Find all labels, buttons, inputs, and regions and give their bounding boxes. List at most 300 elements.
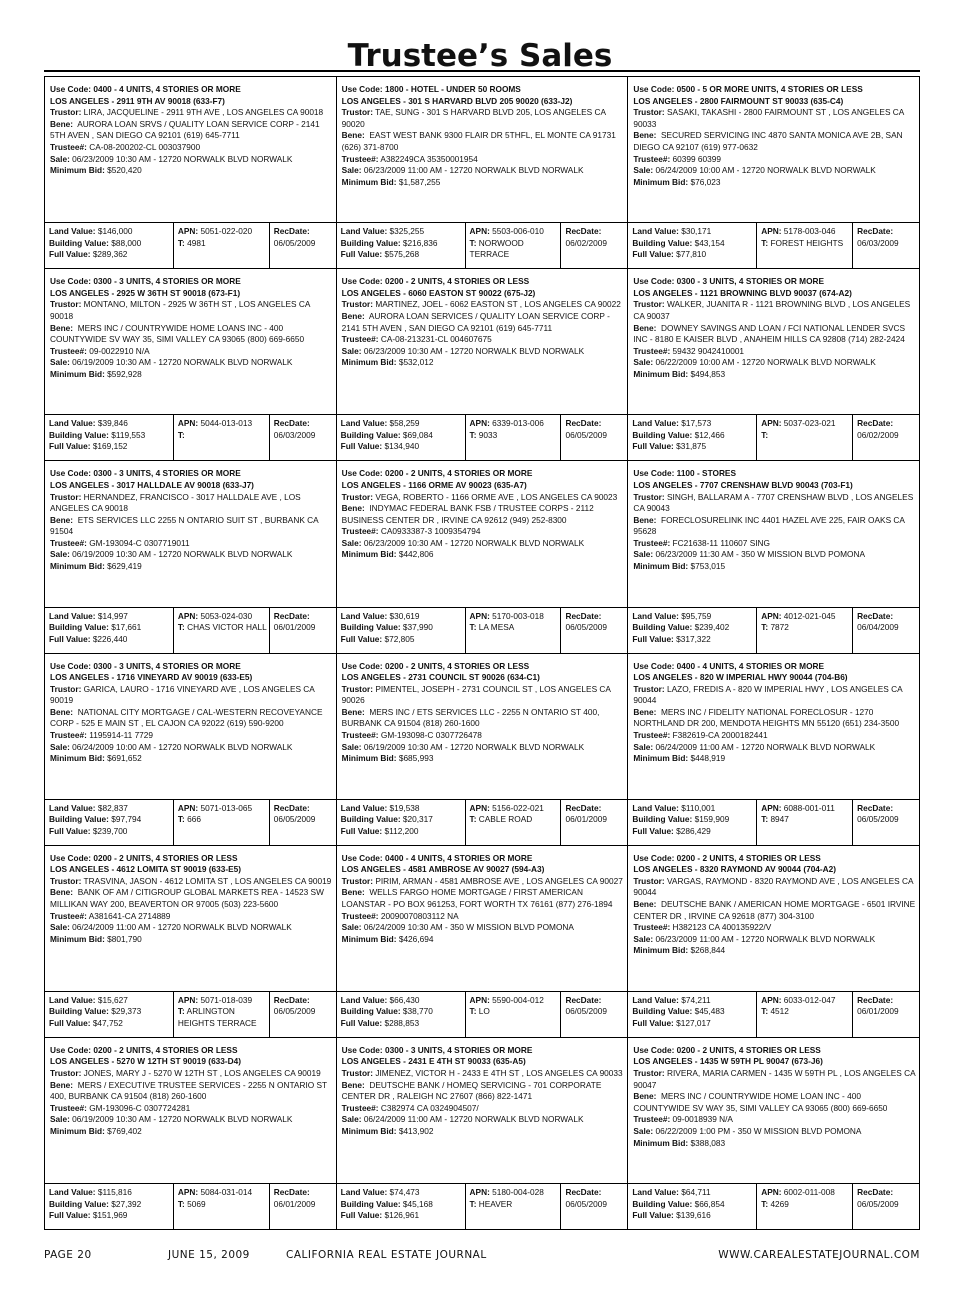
tract [761, 814, 850, 826]
min-bid-label: Minimum Bid: [341, 176, 397, 187]
land-value [632, 226, 754, 238]
listing-values [337, 991, 628, 1037]
trustor-value: VEGA, ROBERTO - 1166 ORME AVE , LOS ANGELES CA 90023 [375, 491, 618, 502]
min-bid-value: $753,015 [690, 561, 726, 572]
land-amount: $30,171 [681, 226, 712, 237]
listing-sale [633, 742, 916, 754]
trustor-value: LIRA, JACQUELINE - 2911 9TH AVE , LOS ANGELES CA 90018 [83, 107, 324, 118]
listing-card [45, 269, 337, 461]
listing-use-code: Use Code: 0300 - 3 UNITS, 4 STORIES OR MORE [50, 660, 241, 671]
apn [761, 226, 850, 238]
min-bid-value: $629,419 [107, 561, 142, 572]
tract [178, 1006, 267, 1029]
tract-value: HEAVER [478, 1198, 513, 1209]
full-label: Full Value: [340, 825, 383, 836]
recdate-column [852, 415, 919, 460]
trustee-value: C382974 CA 0324904507/ [380, 1102, 479, 1113]
min-bid-value: $801,790 [107, 933, 142, 944]
trustee-value: 09-0018939 N/A [672, 1114, 733, 1125]
trustee-label: Trustee#: [50, 345, 87, 356]
land-label: Land Value: [632, 418, 679, 429]
sale-label: Sale: [341, 922, 362, 933]
tract-value: 666 [187, 814, 201, 825]
land-value [632, 803, 754, 815]
building-amount: $27,392 [111, 1198, 142, 1209]
land-label: Land Value: [632, 994, 679, 1005]
land-amount: $17,573 [681, 418, 712, 429]
listing-minimum-bid [50, 561, 333, 573]
listing-minimum-bid [633, 369, 916, 381]
recdate-value: 06/05/2009 [273, 814, 316, 825]
listing-trustee-number [633, 154, 916, 166]
building-label: Building Value: [49, 814, 109, 825]
tract [470, 814, 559, 826]
listing-card [45, 846, 337, 1038]
listing-address: LOS ANGELES - 2925 W 36TH ST 90018 (673-F1) [50, 287, 241, 298]
building-label: Building Value: [632, 1006, 693, 1017]
listing-trustee-number [342, 730, 625, 742]
apn [761, 1187, 850, 1199]
tract [761, 1006, 850, 1018]
building-label: Building Value: [632, 429, 693, 440]
tract-label: T: [177, 429, 185, 440]
listing-details [337, 1038, 628, 1183]
full-value [49, 1018, 171, 1030]
listing-minimum-bid [50, 369, 333, 381]
apn-label: APN: [177, 226, 199, 237]
listing-beneficiary [50, 887, 333, 910]
trustor-label: Trustor: [341, 491, 374, 502]
listing-details [628, 461, 919, 606]
sale-label: Sale: [50, 153, 70, 164]
trustee-label: Trustee#: [50, 537, 87, 548]
listing-minimum-bid [633, 561, 916, 573]
listing-card [337, 269, 629, 461]
full-amount: $112,200 [384, 825, 419, 836]
tract-value: 9033 [478, 429, 498, 440]
trustor-label: Trustor: [633, 299, 665, 310]
full-amount: $317,322 [676, 633, 711, 644]
trustee-label: Trustee#: [50, 910, 87, 921]
tract [470, 622, 559, 634]
trustor-label: Trustor: [633, 107, 665, 118]
listing-trustor [633, 684, 916, 707]
apn-column [756, 608, 852, 653]
recdate-label: RecDate: [857, 418, 894, 429]
trustor-label: Trustor: [633, 875, 665, 886]
value-column [337, 223, 465, 268]
tract [178, 238, 267, 250]
listing-use-code: Use Code: 0200 - 2 UNITS, 4 STORIES OR LESS [633, 1044, 821, 1055]
land-value [341, 1187, 463, 1199]
footer-date: JUNE 15, 2009 [168, 1249, 250, 1261]
trustee-label: Trustee#: [633, 345, 671, 356]
value-column [337, 1184, 465, 1229]
min-bid-label: Minimum Bid: [50, 368, 105, 379]
value-column [628, 608, 756, 653]
listing-trustor [50, 492, 333, 515]
land-value [49, 1187, 171, 1199]
listing-card [45, 461, 337, 653]
recdate-value: 06/01/2009 [273, 1198, 316, 1209]
full-label: Full Value: [49, 1017, 91, 1028]
listing-beneficiary [50, 323, 333, 346]
listing-address: LOS ANGELES - 2911 9TH AV 90018 (633-F7) [50, 95, 225, 106]
land-value [49, 226, 171, 238]
land-amount: $66,430 [389, 994, 420, 1005]
recdate-value: 06/05/2009 [565, 1198, 607, 1209]
listing-details [628, 846, 919, 991]
min-bid-value: $520,420 [107, 165, 142, 176]
apn-value: 5071-013-065 [200, 802, 253, 813]
listing-sale [50, 922, 333, 934]
trustor-label: Trustor: [50, 875, 82, 886]
trustor-value: HERNANDEZ, FRANCISCO - 3017 HALLDALE AVE , LOS ANGELES CA 90018 [50, 491, 301, 514]
land-amount: $58,259 [389, 418, 420, 429]
listing-values [45, 991, 336, 1037]
land-value [341, 418, 463, 430]
tract [761, 238, 850, 250]
land-amount: $115,816 [97, 1187, 132, 1197]
listing-address: LOS ANGELES - 1716 VINEYARD AV 90019 (633-E5) [50, 672, 253, 683]
full-amount: $169,152 [92, 441, 128, 452]
apn-column [465, 1184, 561, 1229]
listing-details [628, 654, 919, 799]
listing-trustee-number [50, 142, 333, 154]
value-column [45, 992, 173, 1037]
listing-beneficiary [633, 323, 916, 346]
trustee-label: Trustee#: [50, 730, 87, 741]
tract-value: CHAS VICTOR HALL [187, 622, 267, 632]
building-label: Building Value: [340, 429, 401, 440]
min-bid-label: Minimum Bid: [341, 1125, 397, 1136]
listing-trustee-number [633, 922, 916, 934]
sale-label: Sale: [341, 537, 362, 548]
building-label: Building Value: [340, 814, 401, 825]
land-amount: $74,211 [681, 994, 711, 1005]
listing-use-code: Use Code: 0300 - 3 UNITS, 4 STORIES OR MORE [633, 276, 825, 287]
tract-label: T: [761, 237, 769, 248]
listing-trustee-number [633, 346, 916, 358]
listing-values [337, 1183, 628, 1229]
bene-value: FORECLOSURELINK INC 4401 HAZEL AVE 225, FAIR OAKS CA 95628 [633, 514, 905, 537]
full-label: Full Value: [49, 249, 91, 260]
land-label: Land Value: [340, 610, 388, 621]
listing-beneficiary [342, 1080, 625, 1103]
min-bid-label: Minimum Bid: [633, 561, 689, 572]
sale-label: Sale: [341, 1114, 362, 1125]
tract-label: T: [469, 237, 477, 248]
listing-details [45, 77, 336, 222]
min-bid-label: Minimum Bid: [50, 1125, 105, 1136]
listing-trustor [342, 1068, 625, 1080]
building-value [341, 430, 463, 442]
building-label: Building Value: [632, 814, 693, 825]
building-label: Building Value: [49, 429, 109, 440]
listing-trustor [633, 1068, 916, 1091]
bene-label: Bene: [341, 130, 365, 141]
sale-label: Sale: [633, 933, 654, 944]
building-amount: $88,000 [111, 237, 142, 248]
apn-column [756, 415, 852, 460]
trustee-label: Trustee#: [633, 1114, 671, 1125]
building-label: Building Value: [632, 622, 693, 632]
full-amount: $77,810 [676, 249, 707, 260]
land-label: Land Value: [340, 1187, 388, 1197]
full-value [341, 441, 463, 453]
recdate-column [852, 608, 919, 653]
listing-use-code: Use Code: 0200 - 2 UNITS, 4 STORIES OR LESS [341, 660, 530, 671]
full-label: Full Value: [49, 633, 91, 644]
land-value [632, 611, 754, 623]
listing-card [337, 77, 629, 269]
listing-beneficiary [50, 515, 333, 538]
min-bid-value: $426,694 [398, 933, 434, 944]
bene-label: Bene: [633, 899, 657, 910]
listing-trustee-number [342, 911, 625, 923]
listing-card [628, 1038, 920, 1230]
min-bid-label: Minimum Bid: [50, 561, 105, 572]
listing-beneficiary [342, 130, 625, 153]
apn-value: 5084-031-014 [200, 1187, 253, 1197]
full-value [632, 1018, 754, 1030]
building-amount: $97,794 [111, 814, 142, 825]
building-label: Building Value: [340, 1198, 401, 1209]
listing-use-code: Use Code: 0200 - 2 UNITS, 4 STORIES OR MORE [341, 468, 533, 479]
apn [178, 418, 267, 430]
recdate-label: RecDate: [273, 610, 310, 621]
apn [470, 803, 559, 815]
trustee-value: GM-193096-C 0307724281 [89, 1102, 191, 1113]
trustor-label: Trustor: [50, 107, 82, 118]
full-label: Full Value: [632, 249, 674, 260]
bene-value: WELLS FARGO HOME MORTGAGE / FIRST AMERICAN LOANSTAR - PO BOX 961253, FORT WORTH TX 76161 (877) 276-1894 [341, 887, 613, 910]
trustor-value: JIMENEZ, VICTOR H - 2433 E 4TH ST , LOS ANGELES CA 90033 [375, 1068, 623, 1079]
footer-journal-name: CALIFORNIA REAL ESTATE JOURNAL [286, 1249, 487, 1261]
apn-column [173, 223, 269, 268]
tract-label: T: [469, 1198, 477, 1209]
recdate-value: 06/01/2009 [565, 814, 607, 825]
building-amount: $159,909 [694, 814, 730, 825]
apn-label: APN: [761, 226, 782, 237]
full-value [341, 1018, 463, 1030]
apn-value: 6339-013-006 [492, 418, 544, 429]
building-value [632, 622, 754, 634]
tract-value: 7872 [770, 622, 789, 632]
listing-use-code: Use Code: 0300 - 3 UNITS, 4 STORIES OR MORE [341, 1044, 533, 1055]
recdate-column [560, 800, 627, 845]
bene-value: BANK OF AM / CITIGROUP GLOBAL MARKETS REA - 14523 SW MILLIKAN WAY 200, BEAVERTON OR 97005 (503) 223-5600 [50, 887, 324, 910]
recdate-label: RecDate: [565, 802, 602, 813]
full-label: Full Value: [340, 1210, 383, 1220]
land-label: Land Value: [632, 1187, 679, 1197]
building-value [341, 238, 463, 250]
full-value [632, 441, 754, 453]
building-amount: $45,168 [402, 1198, 433, 1209]
land-label: Land Value: [49, 994, 96, 1005]
full-value [49, 441, 171, 453]
listing-sale [342, 922, 625, 934]
apn [470, 226, 559, 238]
sale-label: Sale: [50, 549, 70, 560]
trustee-label: Trustee#: [633, 922, 671, 933]
bene-value: MERS / EXECUTIVE TRUSTEE SERVICES - 2255 N ONTARIO ST 400, BURBANK CA 91504 (818) 260-1600 [50, 1079, 327, 1102]
listing-values [45, 1183, 336, 1229]
apn [178, 611, 267, 623]
recdate-value: 06/05/2009 [273, 237, 316, 248]
trustee-label: Trustee#: [633, 537, 671, 548]
bene-value: AURORA LOAN SRVS / QUALITY LOAN SERVICE CORP - 2141 5TH AVEN , SAN DIEGO CA 92101 (619) 645-7711 [50, 118, 320, 141]
tract-label: T: [177, 814, 185, 825]
sale-value: 06/19/2009 10:30 AM - 12720 NORWALK BLVD NORWALK [72, 1114, 293, 1125]
listing-trustor [50, 299, 333, 322]
trustee-label: Trustee#: [341, 334, 379, 345]
recdate-column [560, 223, 627, 268]
bene-value: INDYMAC FEDERAL BANK FSB / TRUSTEE CORPS - 2112 BUSINESS CENTER DR , IRVINE CA 92612 (949) 252-8300 [341, 503, 594, 525]
listing-details [628, 77, 919, 222]
building-value [341, 1006, 463, 1018]
trustee-value: CA0933387-3 1009354794 [380, 526, 481, 537]
sale-label: Sale: [341, 345, 362, 356]
value-column [45, 800, 173, 845]
listing-trustee-number [633, 538, 916, 550]
tract-value: ARLINGTON HEIGHTS TERRACE [177, 1006, 257, 1028]
footer-page-number: PAGE 20 [44, 1249, 92, 1261]
listing-card [628, 269, 920, 461]
apn-column [465, 800, 561, 845]
listing-minimum-bid [633, 945, 916, 957]
recdate-column [560, 608, 627, 653]
listing-trustee-number [342, 334, 625, 346]
sale-value: 06/22/2009 10:00 AM - 12720 NORWALK BLVD NORWALK [655, 357, 876, 368]
land-value [49, 995, 171, 1007]
recdate-label: RecDate: [273, 226, 310, 237]
value-column [337, 608, 465, 653]
sale-label: Sale: [633, 357, 654, 368]
trustor-label: Trustor: [50, 299, 82, 310]
trustor-value: GARICA, LAURO - 1716 VINEYARD AVE , LOS ANGELES CA 90019 [50, 683, 315, 706]
listing-use-code: Use Code: 1800 - HOTEL - UNDER 50 ROOMS [341, 84, 521, 94]
sale-value: 06/19/2009 10:30 AM - 12720 NORWALK BLVD NORWALK [72, 549, 293, 560]
min-bid-value: $413,902 [398, 1125, 434, 1136]
tract-value: LO [478, 1006, 490, 1017]
min-bid-value: $448,919 [690, 753, 726, 764]
listing-details [45, 461, 336, 606]
sale-label: Sale: [50, 1114, 70, 1125]
building-value [341, 622, 463, 634]
listing-values [628, 222, 919, 268]
building-label: Building Value: [49, 1006, 109, 1017]
bene-value: ETS SERVICES LLC 2255 N ONTARIO SUIT ST , BURBANK CA 91504 [50, 514, 319, 537]
building-value [632, 430, 754, 442]
value-column [628, 992, 756, 1037]
full-amount: $31,875 [676, 441, 707, 452]
full-value [632, 634, 754, 646]
listing-trustor [50, 107, 333, 119]
listing-values [337, 414, 628, 460]
land-amount: $19,538 [389, 802, 420, 813]
listing-trustee-number [50, 730, 333, 742]
listing-use-code: Use Code: 0500 - 5 OR MORE UNITS, 4 STORIES OR LESS [633, 84, 863, 94]
recdate-value: 06/05/2009 [857, 814, 899, 825]
value-column [628, 800, 756, 845]
min-bid-label: Minimum Bid: [50, 753, 105, 764]
land-label: Land Value: [49, 610, 96, 621]
listing-trustee-number [342, 1103, 625, 1115]
building-value [49, 1006, 171, 1018]
apn-value: 5170-003-018 [492, 610, 544, 621]
sale-label: Sale: [341, 741, 362, 752]
land-amount: $14,997 [97, 610, 128, 621]
land-amount: $39,846 [97, 418, 128, 429]
bene-label: Bene: [633, 1091, 657, 1102]
recdate-column [560, 1184, 627, 1229]
min-bid-label: Minimum Bid: [50, 933, 105, 944]
trustor-label: Trustor: [50, 491, 82, 502]
apn-label: APN: [469, 1187, 490, 1197]
recdate-value: 06/02/2009 [565, 237, 607, 248]
apn [470, 1187, 559, 1199]
building-amount: $38,770 [402, 1006, 433, 1017]
trustor-value: LAZO, FREDIS A - 820 W IMPERIAL HWY , LOS ANGELES CA 90044 [633, 683, 903, 706]
apn [761, 995, 850, 1007]
tract [178, 430, 267, 442]
listing-beneficiary [342, 311, 625, 334]
apn-value: 5178-003-046 [783, 226, 836, 237]
tract-label: T: [761, 1006, 769, 1017]
listing-details [45, 654, 336, 799]
land-value [632, 995, 754, 1007]
recdate-value: 06/05/2009 [565, 622, 607, 632]
apn-label: APN: [469, 226, 490, 237]
full-value [341, 826, 463, 838]
tract-label: T: [469, 1006, 477, 1017]
trustee-label: Trustee#: [341, 730, 379, 741]
value-column [628, 415, 756, 460]
listing-trustee-number [50, 1103, 333, 1115]
listing-use-code: Use Code: 0400 - 4 UNITS, 4 STORIES OR MORE [341, 852, 533, 863]
min-bid-value: $769,402 [107, 1125, 142, 1136]
listing-sale [633, 165, 916, 177]
tract [178, 814, 267, 826]
listing-values [45, 799, 336, 845]
apn-value: 4012-021-045 [783, 610, 836, 621]
apn-value: 5037-023-021 [783, 418, 836, 429]
land-label: Land Value: [340, 802, 388, 813]
land-value [632, 418, 754, 430]
land-label: Land Value: [49, 802, 96, 813]
full-amount: $126,961 [384, 1210, 420, 1220]
bene-value: DEUTSCHE BANK / AMERICAN HOME MORTGAGE - 6501 IRVINE CENTER DR , IRVINE CA 92618 (877) 304-3100 [633, 899, 916, 921]
tract-value: 4512 [770, 1006, 789, 1017]
tract-label: T: [177, 1006, 185, 1017]
listing-use-code: Use Code: 0400 - 4 UNITS, 4 STORIES OR MORE [633, 660, 825, 671]
apn-column [756, 1184, 852, 1229]
land-label: Land Value: [49, 1187, 96, 1197]
tract-label: T: [469, 814, 477, 825]
apn-label: APN: [177, 418, 199, 429]
listings-grid [44, 76, 920, 1230]
sale-label: Sale: [50, 357, 70, 368]
building-amount: $45,483 [694, 1006, 725, 1017]
bene-value: EAST WEST BANK 9300 FLAIR DR 5THFL, EL MONTE CA 91731 (626) 371-8700 [341, 130, 616, 152]
full-label: Full Value: [340, 249, 383, 260]
building-value [49, 238, 171, 250]
listing-sale [633, 549, 916, 561]
apn-value: 5044-013-013 [200, 418, 253, 429]
apn-label: APN: [177, 802, 199, 813]
listing-card [337, 461, 629, 653]
